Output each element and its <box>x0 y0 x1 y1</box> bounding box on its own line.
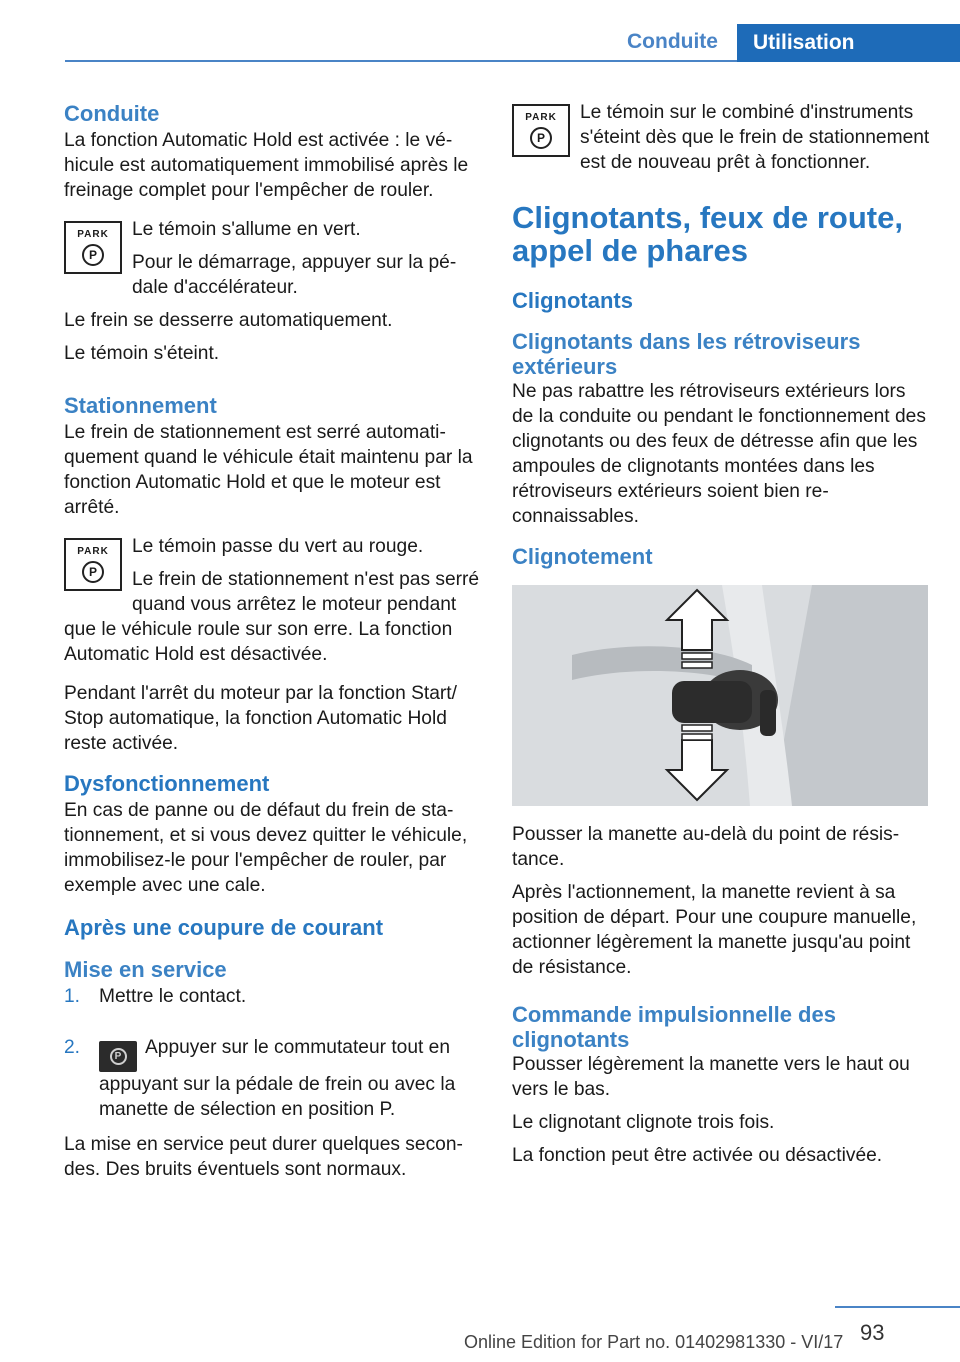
park-indicator-block <box>64 217 482 308</box>
paragraph: Pendant l'arrêt du moteur par la fonction Start/ Stop automatique, la fonction Automatic Hold reste activée. <box>64 683 457 754</box>
list-item <box>64 984 482 1009</box>
page-number: 93 <box>860 1320 885 1345</box>
heading-conduite: Conduite <box>64 101 160 126</box>
paragraph: Pousser légèrement la manette vers le haut ou vers le bas. <box>512 1054 910 1100</box>
paragraph: Le frein de stationnement est serré automatiquement quand le véhicule était maintenu par la fonction Automatic Hold et que le moteur est arrêté. <box>64 422 473 518</box>
park-indicator-block <box>64 534 482 667</box>
park-brake-icon: PARK P <box>512 104 570 157</box>
heading-clignotement: Clignotement <box>512 544 653 569</box>
paragraph: Le témoin s'éteint. <box>64 343 220 364</box>
paragraph: Pousser la manette au-delà du point de résistance. <box>512 824 900 870</box>
paragraph: La mise en service peut durer quelques secondes. Des bruits éventuels sont normaux. <box>64 1134 463 1180</box>
heading-clignotants: Clignotants <box>512 288 633 313</box>
edition-note: Online Edition for Part no. 01402981330 - VI/17 <box>464 1332 844 1352</box>
park-brake-icon: PARK P <box>64 538 122 591</box>
heading-retroviseurs: Clignotants dans les rétroviseurs extérieurs <box>512 329 861 379</box>
heading-mise-en-service: Mise en service <box>64 957 227 982</box>
park-indicator-block <box>512 100 932 175</box>
heading-impulsion: Commande impulsionnelle des clignotants <box>512 1002 836 1052</box>
step-number: 2. <box>64 1037 81 1058</box>
left-column <box>64 100 482 1190</box>
step-text: Appuyer sur le commutateur tout en appuyant sur la pédale de frein ou avec la manette de sélection en position P. <box>99 1037 456 1120</box>
heading-clignotants-main: Clignotants, feux de route, appel de phares <box>512 200 903 268</box>
paragraph: La fonction Automatic Hold est activée : le véhicule est automatiquement immobilisé après le freinage complet pour l'empêcher de rouler. <box>64 130 469 201</box>
tab-conduite[interactable]: Conduite <box>627 30 718 53</box>
parking-brake-switch-icon: P <box>99 1041 137 1072</box>
step-text: Mettre le contact. <box>99 986 247 1007</box>
paragraph: Après l'actionnement, la manette revient à sa position de départ. Pour une coupure manuelle, actionner légèrement la manette jusqu'au point de résistance. <box>512 882 917 978</box>
paragraph: Le clignotant clignote trois fois. <box>512 1112 775 1133</box>
footer-rule <box>835 1306 960 1308</box>
paragraph: Pour le démarrage, appuyer sur la pédale d'accélérateur. <box>132 252 457 298</box>
right-column <box>512 100 932 1176</box>
heading-apres-coupure: Après une coupure de courant <box>64 915 384 940</box>
paragraph: Le frein se desserre automatiquement. <box>64 310 393 331</box>
tab-utilisation[interactable]: Utilisation <box>737 24 960 62</box>
park-brake-icon: PARK P <box>64 221 122 274</box>
heading-dysfonctionnement: Dysfonctionnement <box>64 771 270 796</box>
list-item <box>64 1035 482 1122</box>
turn-signal-lever-illustration <box>512 585 928 806</box>
paragraph: Le témoin sur le combiné d'instruments s'éteint dès que le frein de stationnement est de nouveau prêt à fonctionner. <box>580 102 930 173</box>
steps-list <box>64 984 482 1122</box>
paragraph: Le témoin passe du vert au rouge. <box>132 536 424 557</box>
paragraph: Le frein de stationnement n'est pas serré quand vous arrêtez le moteur pendant que le véhicule roule sur son erre. La fonction Automatic Hold est désactivée. <box>64 569 480 665</box>
paragraph: Le témoin s'allume en vert. <box>132 219 361 240</box>
step-number: 1. <box>64 986 81 1007</box>
lever-diagram <box>512 585 928 806</box>
paragraph: En cas de panne ou de défaut du frein de stationnement, et si vous devez quitter le véhicule, immobilisez-le pour l'empêcher de rouler, par exemple avec une cale. <box>64 800 468 896</box>
heading-stationnement: Stationnement <box>64 393 217 418</box>
paragraph: Ne pas rabattre les rétroviseurs extérieurs lors de la conduite ou pendant le fonctionnement des clignotants ou des feux de détresse afin que les ampoules de clignotants montées dans les rétroviseurs extérieurs soient bien reconnaissables. <box>512 381 926 527</box>
paragraph: La fonction peut être activée ou désactivée. <box>512 1145 883 1166</box>
